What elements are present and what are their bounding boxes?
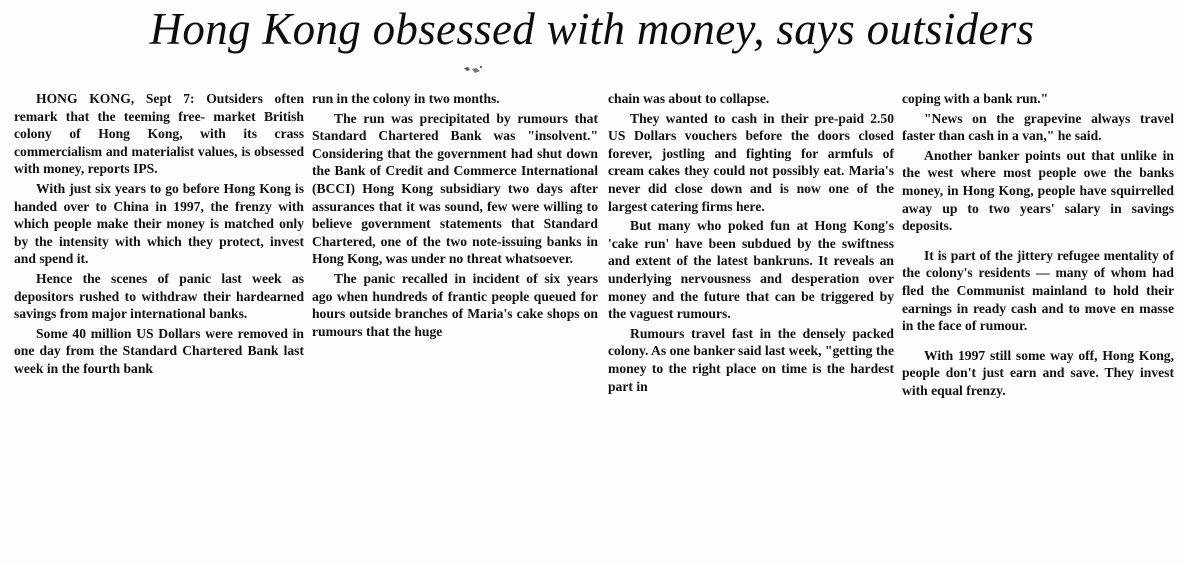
article-paragraph: Rumours travel fast in the densely packed colony. As one banker said last week, "getting the money to the right place on time is the hardest part in [608, 325, 894, 394]
print-speck-icon [462, 64, 484, 76]
article-paragraph: Hence the scenes of panic last week as depositors rushed to withdraw their hardearned savings from major international banks. [14, 270, 304, 322]
article-paragraph: coping with a bank run." [902, 91, 1049, 106]
article-column-4 [902, 90, 1174, 402]
article-paragraph: The run was precipitated by rumours that Standard Chartered Bank was "insolvent." Considering that the government had shut down the Bank of Credit and Commerce International (BCCI) Hong Kong subsidiary two days after assurances that it was sound, few were willing to believe government statements that Standard Chartered, one of the two note-issuing banks in Hong Kong, was under no threat whatsoever. [312, 110, 598, 267]
article-paragraph: Some 40 million US Dollars were removed in one day from the Standard Chartered Bank last week in the fourth bank [14, 325, 304, 376]
article-paragraph: With just six years to go before Hong Kong is handed over to China in 1997, the frenzy with which people make their money is matched only by the intensity with which they protect, invest and spend it. [14, 180, 304, 267]
article-paragraph: It is part of the jittery refugee mentality of the colony's residents — many of whom had fled the Communist mainland to hold their earnings in ready cash and to move en masse in the face of rumour. [902, 247, 1174, 334]
article-paragraph: run in the colony in two months. [312, 91, 500, 106]
article-paragraph: Another banker points out that unlike in the west where most people owe the banks money, in Hong Kong, people have squirrelled away up to two years' salary in savings deposits. [902, 147, 1174, 234]
article-column-3 [608, 90, 894, 397]
article-paragraph: They wanted to cash in their pre-paid 2.50 US Dollars vouchers before the doors closed forever, jostling and fighting for armfuls of cream cakes they could not possibly eat. Maria's never did close down and is now one of the largest catering firms here. [608, 110, 894, 214]
article-paragraph: chain was about to collapse. [608, 91, 770, 106]
headline: Hong Kong obsessed with money, says outsiders [149, 4, 1035, 54]
article-paragraph: But many who poked fun at Hong Kong's 'cake run' have been subdued by the swiftness and extent of the latest bankruns. It reveals an underlying nervousness and desperation over money and the future that can be triggered by the vaguest rumours. [608, 218, 894, 322]
article-paragraph: The panic recalled in incident of six years ago when hundreds of frantic people queued for hours outside branches of Maria's cake shops on rumours that the huge [312, 270, 598, 339]
article-paragraph: With 1997 still some way off, Hong Kong, people don't just earn and save. They invest with equal frenzy. [902, 347, 1174, 398]
dateline-paragraph: HONG KONG, Sept 7: Outsiders often remark that the teeming free- market British colony of Hong Kong, with its crass commercialism and materialist values, is obsessed with money, reports IPS. [14, 91, 304, 177]
article-paragraph: "News on the grapevine always travel faster than cash in a van," he said. [902, 110, 1174, 144]
article-column-2 [312, 90, 598, 342]
article-column-1 [14, 90, 304, 380]
